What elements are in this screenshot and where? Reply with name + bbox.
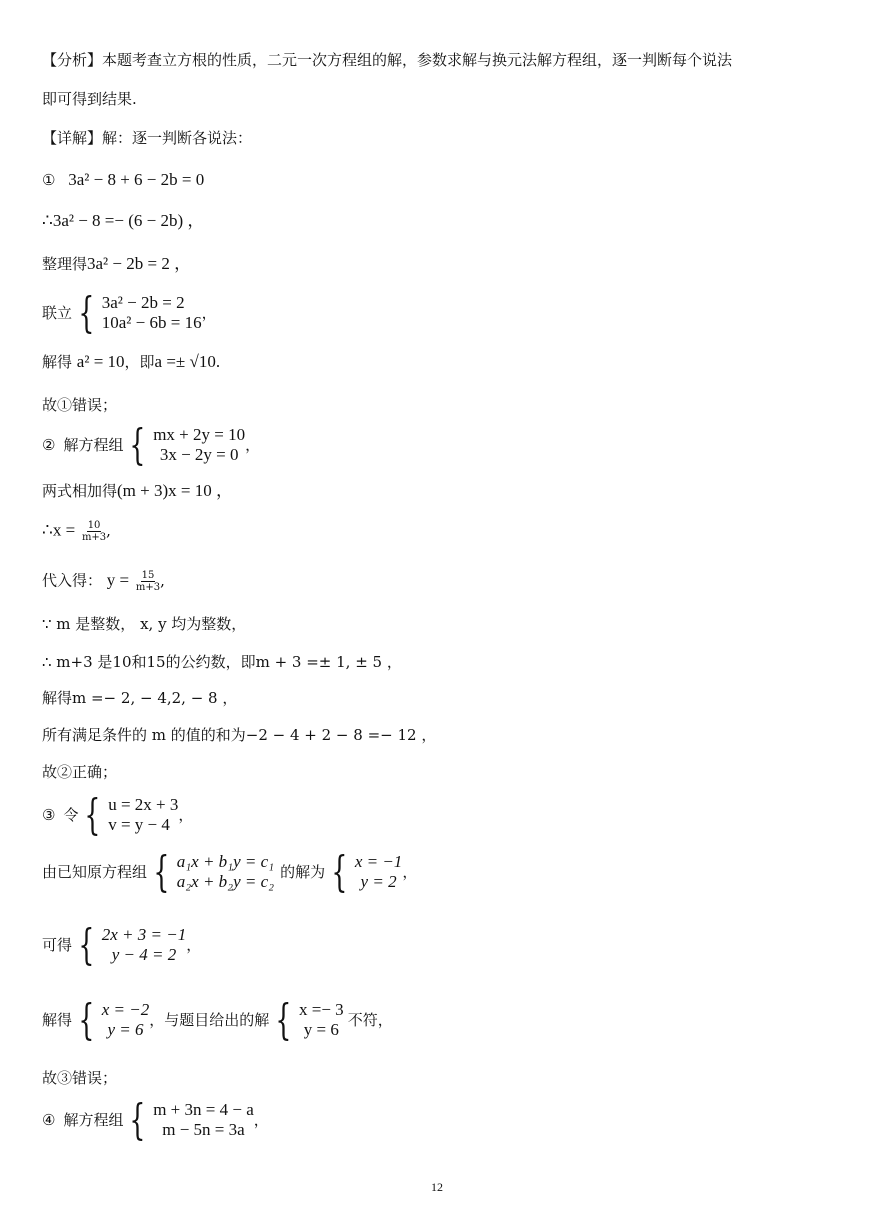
part3-step3-text: 解得: [42, 1011, 73, 1029]
part3-step1: [42, 847, 418, 896]
detail-heading: 【详解】解：逐一判断各说法：: [42, 129, 253, 147]
part3-text: 令: [63, 806, 79, 824]
part1-step4-eq2: a =± √10.: [154, 352, 221, 371]
left-brace: {: [78, 920, 95, 969]
part3-system-row: u = 2x + 3: [108, 795, 179, 814]
part2-step1-text: 两式相加得: [42, 482, 118, 500]
system-row: y − 4 = 2: [111, 945, 177, 964]
part3-conclusion: 故③错误；: [42, 1069, 118, 1087]
part3-substitution: [42, 790, 194, 839]
system-row: y = 6: [303, 1020, 339, 1039]
solution-row: y = 2: [360, 872, 397, 891]
part2-step6: 解得m =− 2, − 4,2, − 8 ，: [42, 689, 238, 707]
solution-row: x = −1: [354, 852, 403, 871]
part1-equation: [42, 170, 204, 190]
left-brace: {: [275, 995, 292, 1044]
comma: ，: [402, 863, 418, 881]
part1-cube-root-equation: 3a² − 8 + 6 − 2b = 0: [68, 170, 205, 189]
part1-conclusion: 故①错误；: [42, 396, 118, 414]
left-brace: {: [129, 420, 146, 469]
part1-step4-text: 解得: [42, 353, 73, 371]
system-row: 2x + 3 = −1: [101, 925, 187, 944]
fraction-denominator: m+3: [81, 532, 107, 543]
part3-step3: [42, 995, 393, 1044]
part2-step2: [42, 520, 111, 543]
analysis-line-2: 即可得到结果.: [42, 90, 137, 108]
comma: ，: [186, 936, 202, 954]
page-number: 12: [431, 1180, 443, 1194]
left-brace: {: [129, 1095, 146, 1144]
part3-step3-text-b: ，与题目给出的解: [149, 1011, 270, 1029]
comma: ,: [106, 521, 111, 540]
comma: ，: [253, 1111, 269, 1129]
part1-step4-eq1: a² = 10: [76, 352, 125, 371]
left-brace: {: [153, 847, 170, 896]
part1-step4: [42, 352, 220, 372]
part1-step2: [42, 254, 191, 274]
part1-step4-mid: ，即: [124, 353, 155, 371]
part2-step3-text: 代入得：: [42, 571, 103, 590]
part2-step3-lhs: y =: [106, 570, 130, 590]
system-row: x =− 3: [299, 1000, 344, 1019]
part3-step2: [42, 920, 202, 969]
part2-conclusion: 故②正确；: [42, 763, 118, 781]
fraction: [136, 570, 160, 593]
part4-number: ④: [42, 1111, 56, 1129]
part3-system-row: v = y − 4: [108, 815, 170, 834]
part2-number: ②: [42, 436, 56, 454]
fraction-numerator: 10: [87, 520, 101, 531]
part2-system-row: 3x − 2y = 0: [159, 445, 239, 464]
fraction-denominator: m+3: [135, 582, 161, 593]
original-system-row: a₁x + b₁y = c₁: [176, 852, 275, 871]
comma: ，: [201, 304, 217, 322]
part2-step2-lhs: ∴x =: [42, 520, 76, 540]
part2-step7: 所有满足条件的 m 的值的和为−2 − 4 + 2 − 8 =− 12 ，: [42, 726, 437, 744]
part3-step2-text: 可得: [42, 936, 73, 954]
comma: ，: [245, 436, 261, 454]
part2-step4: ∵ m 是整数， x, y 均为整数，: [42, 615, 247, 633]
comma: ,: [160, 571, 165, 590]
part2-step1: [42, 481, 233, 501]
part1-system-row: 10a² − 6b = 16: [101, 313, 202, 332]
part3-number: ③: [42, 806, 56, 824]
part1-step1: ∴3a² − 8 =− (6 − 2b) ，: [42, 211, 205, 230]
part4-system-row: m − 5n = 3a: [162, 1120, 245, 1139]
system-row: y = 6: [107, 1020, 144, 1039]
part1-system-row: 3a² − 2b = 2: [101, 293, 185, 312]
left-brace: {: [78, 995, 95, 1044]
part3-step3-text-c: 不符，: [347, 1011, 393, 1029]
part2-step3: [42, 570, 165, 593]
left-brace: {: [78, 288, 95, 337]
part4-system-row: m + 3n = 4 − a: [153, 1100, 254, 1119]
part1-number: ①: [42, 171, 56, 189]
fraction: [82, 520, 106, 543]
part2-system-row: mx + 2y = 10: [153, 425, 246, 444]
part2-system: [42, 420, 261, 469]
left-brace: {: [84, 790, 101, 839]
comma: ，: [178, 806, 194, 824]
left-brace: {: [331, 847, 348, 896]
original-system-row: a₂x + b₂y = c₂: [176, 872, 275, 891]
part4-system: [42, 1095, 269, 1144]
part2-step5: ∴ m+3 是10和15的公约数，即m + 3 =± 1, ± 5 ，: [42, 653, 402, 671]
part2-text: 解方程组: [63, 436, 124, 454]
part3-step1-text-b: 的解为: [280, 863, 326, 881]
part2-step1-eq: (m + 3)x = 10 ，: [117, 481, 233, 500]
part1-step3: [42, 288, 217, 337]
analysis-line-1: 【分析】本题考查立方根的性质，二元一次方程组的解，参数求解与换元法解方程组，逐一判断每个说法: [42, 51, 733, 69]
part1-step2-eq: 3a² − 2b = 2 ，: [87, 254, 192, 273]
system-row: x = −2: [101, 1000, 150, 1019]
part1-step3-text: 联立: [42, 304, 73, 322]
part1-step2-text: 整理得: [42, 255, 88, 273]
part4-text: 解方程组: [63, 1111, 124, 1129]
part3-step1-text: 由已知原方程组: [42, 863, 148, 881]
fraction-numerator: 15: [141, 570, 155, 581]
